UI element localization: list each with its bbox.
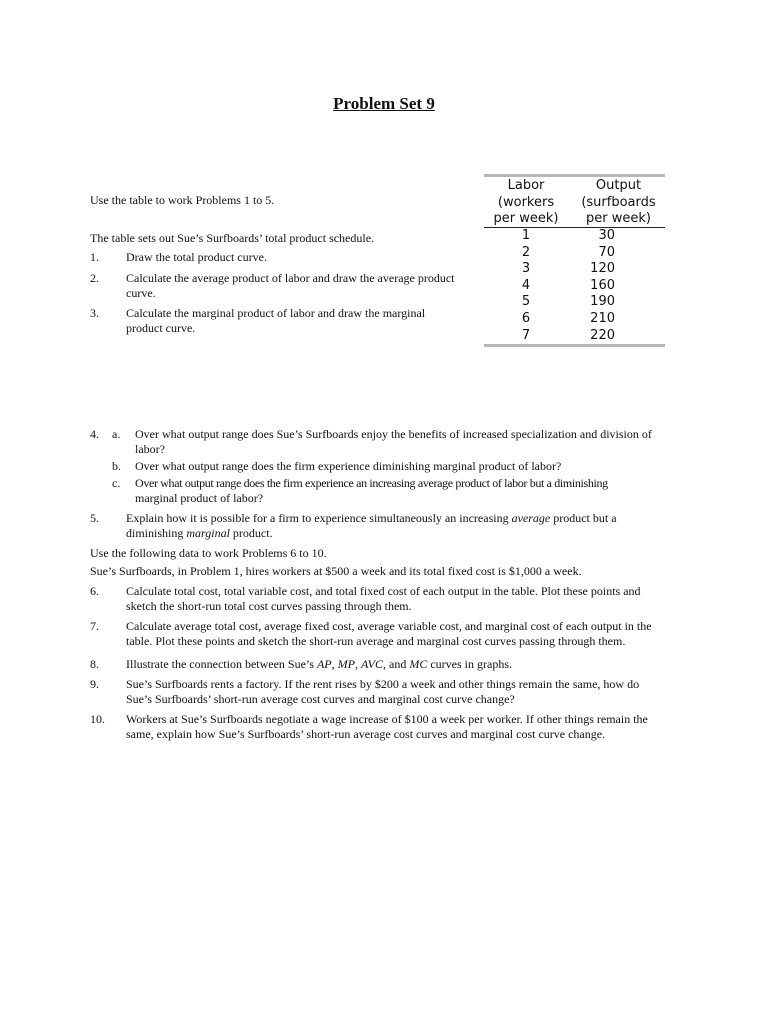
emphasis: AVC bbox=[360, 657, 384, 671]
labor-cell: 1 bbox=[521, 228, 531, 243]
problem-number: 6. bbox=[90, 584, 99, 598]
table-row bbox=[484, 278, 665, 295]
emphasis: MC bbox=[409, 657, 428, 671]
labor-cell: 7 bbox=[521, 327, 531, 343]
output-header-line: (surfboards bbox=[581, 194, 656, 210]
labor-header-line: (workers bbox=[497, 194, 555, 210]
table-row bbox=[484, 328, 665, 345]
problem-number: 3. bbox=[90, 306, 99, 320]
emphasis: average bbox=[511, 511, 551, 525]
text-run: curves in graphs. bbox=[427, 657, 513, 671]
problem-text-continued: same, explain how Sue’s Surfboards’ short-run average cost curves and marginal cost curve change. bbox=[126, 727, 606, 741]
problem-text: Workers at Sue’s Surfboards negotiate a wage increase of $100 a week per worker. If other things remain the bbox=[126, 712, 648, 726]
labor-cell: 6 bbox=[521, 311, 531, 326]
problem-number: 5. bbox=[90, 511, 99, 525]
problem-text-continued bbox=[126, 526, 273, 541]
table-row bbox=[484, 245, 665, 262]
problem-text: Calculate average total cost, average fixed cost, average variable cost, and marginal cost of each output in the bbox=[126, 619, 652, 633]
section2-context: Sue’s Surfboards, in Problem 1, hires workers at $500 a week and its total fixed cost is $1,000 a week. bbox=[90, 564, 582, 578]
text-run: Illustrate the connection between Sue’s bbox=[126, 657, 317, 671]
part-c-text-continued: marginal product of labor? bbox=[135, 491, 264, 505]
text-run: diminishing bbox=[126, 526, 187, 540]
table-row bbox=[484, 311, 665, 328]
problem-number: 2. bbox=[90, 271, 99, 285]
problem-text-continued: table. Plot these points and sketch the short-run average and marginal cost curves passing through them. bbox=[126, 634, 626, 648]
part-label: c. bbox=[112, 476, 121, 490]
output-cell: 160 bbox=[590, 277, 615, 293]
table-row bbox=[484, 294, 665, 311]
labor-cell: 5 bbox=[521, 294, 531, 310]
part-c-text: Over what output range does the firm experience an increasing average product of labor but a diminishing bbox=[135, 476, 608, 490]
problem-text-continued: Sue’s Surfboards’ short-run average cost curves and marginal cost curve change? bbox=[126, 692, 515, 706]
text-run: , and bbox=[383, 657, 410, 671]
problem-number: 1. bbox=[90, 250, 99, 264]
part-a-text-continued: labor? bbox=[135, 442, 165, 456]
emphasis: AP bbox=[316, 657, 332, 671]
table-bottom-rule bbox=[484, 344, 665, 347]
emphasis: MP bbox=[337, 657, 355, 671]
problem-number: 8. bbox=[90, 657, 99, 671]
text-run: , bbox=[331, 657, 338, 671]
intro-use-table: Use the table to work Problems 1 to 5. bbox=[90, 193, 275, 207]
problem-text: Calculate total cost, total variable cost, and total fixed cost of each output in the table. Plot these points and bbox=[126, 584, 641, 598]
problem-number: 4. bbox=[90, 427, 99, 441]
output-cell: 70 bbox=[598, 244, 615, 260]
problem-text: Calculate the marginal product of labor and draw the marginal bbox=[126, 306, 426, 320]
output-header-line: Output bbox=[595, 178, 642, 193]
table-row bbox=[484, 261, 665, 278]
labor-header-line: per week) bbox=[493, 211, 559, 226]
output-cell: 210 bbox=[590, 311, 615, 326]
output-cell: 30 bbox=[598, 228, 615, 243]
labor-cell: 4 bbox=[521, 277, 531, 293]
problem-number: 9. bbox=[90, 677, 99, 691]
part-label: b. bbox=[112, 459, 121, 473]
labor-header bbox=[484, 178, 568, 228]
problem-number: 7. bbox=[90, 619, 99, 633]
labor-cell: 3 bbox=[521, 261, 531, 277]
table-top-rule bbox=[484, 174, 665, 177]
text-run: product but a bbox=[550, 511, 617, 525]
part-b-text: Over what output range does the firm experience diminishing marginal product of labor? bbox=[135, 459, 562, 473]
labor-cell: 2 bbox=[521, 244, 531, 260]
output-cell: 220 bbox=[590, 327, 615, 343]
labor-header-line: Labor bbox=[507, 178, 545, 193]
part-a-text: Over what output range does Sue’s Surfboards enjoy the benefits of increased specialization and division of bbox=[135, 427, 652, 441]
problem-text-continued: sketch the short-run total cost curves passing through them. bbox=[126, 599, 412, 613]
problem-number: 10. bbox=[90, 712, 105, 726]
problem-text: Sue’s Surfboards rents a factory. If the rent rises by $200 a week and other things remain the same, how do bbox=[126, 677, 640, 691]
output-header-line: per week) bbox=[586, 211, 651, 226]
section2-use-data: Use the following data to work Problems 6 to 10. bbox=[90, 546, 327, 560]
intro-schedule: The table sets out Sue’s Surfboards’ total product schedule. bbox=[90, 231, 375, 245]
output-cell: 190 bbox=[590, 294, 615, 310]
problem-text bbox=[126, 511, 617, 526]
problem-text: Draw the total product curve. bbox=[126, 250, 267, 264]
text-run: Explain how it is possible for a firm to experience simultaneously an increasing bbox=[126, 511, 512, 525]
text-run: product. bbox=[229, 526, 273, 540]
problem-text-continued: product curve. bbox=[126, 321, 196, 335]
part-label: a. bbox=[112, 427, 121, 441]
table-row bbox=[484, 228, 665, 245]
output-header bbox=[572, 178, 665, 228]
page-title: Problem Set 9 bbox=[333, 94, 435, 113]
output-cell: 120 bbox=[590, 261, 615, 277]
problem-text-continued: curve. bbox=[126, 286, 156, 300]
problem-text: Calculate the average product of labor and draw the average product bbox=[126, 271, 455, 285]
text-run: , bbox=[354, 657, 361, 671]
problem-text bbox=[126, 657, 512, 672]
emphasis: marginal bbox=[186, 526, 230, 540]
